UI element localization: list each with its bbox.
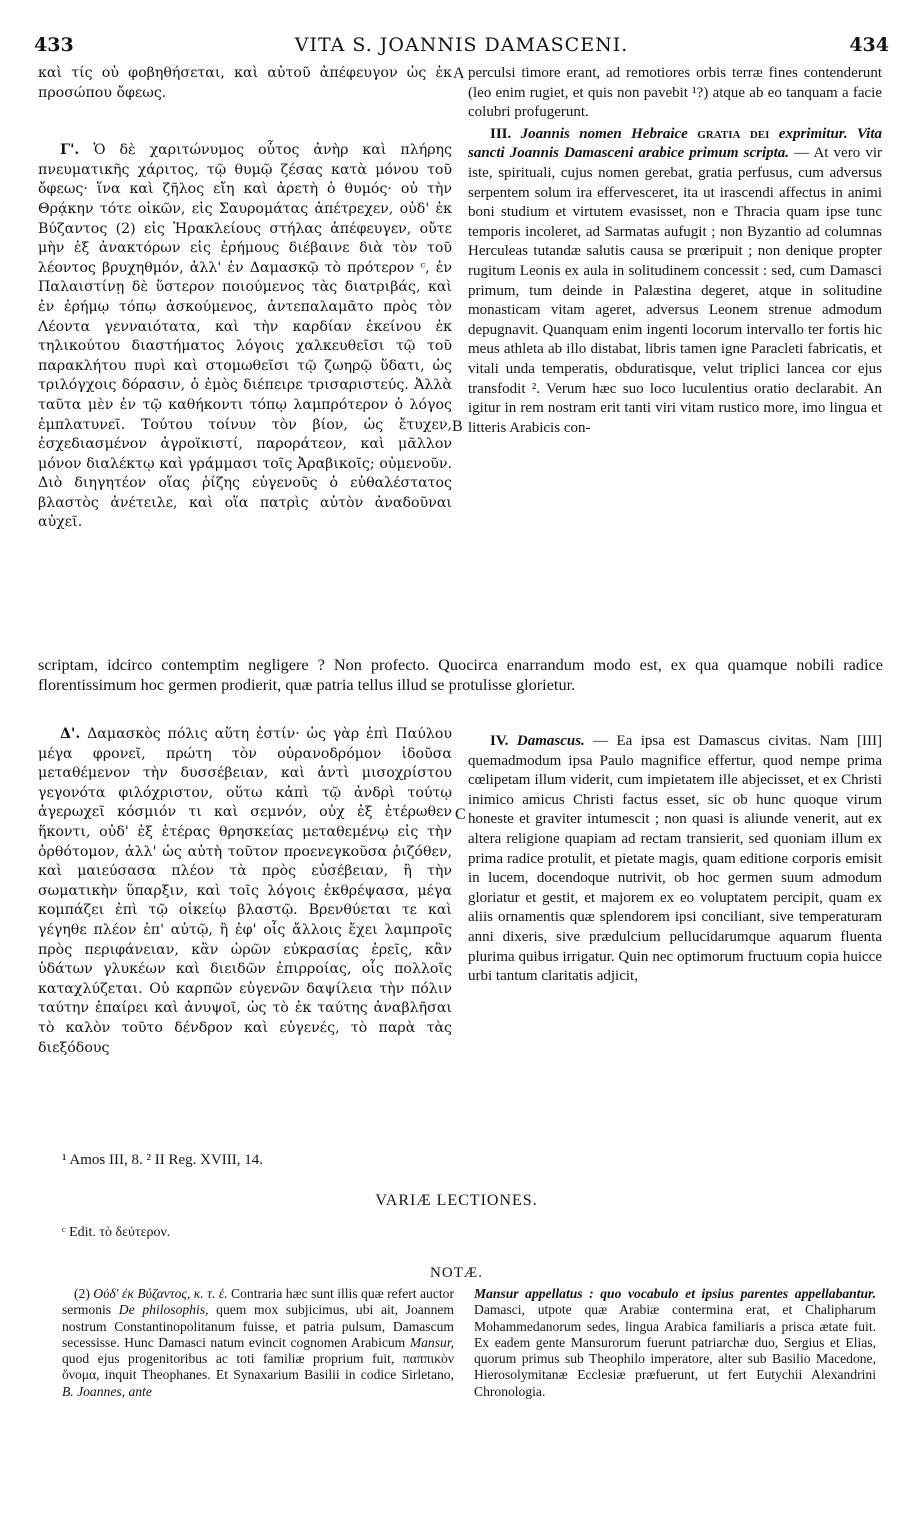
variae-lectiones-heading: VARIÆ LECTIONES. xyxy=(375,1192,538,1209)
section-title-smallcaps: gratia dei xyxy=(697,125,770,142)
greek-column-lower xyxy=(38,725,452,1058)
section-number: Γ'. xyxy=(60,142,80,159)
note-text: Contraria hæc sunt illis quæ refert auctor sermonis xyxy=(62,1286,454,1318)
page-header xyxy=(34,34,889,58)
latin-section-IV xyxy=(468,732,882,987)
notae-heading: NOTÆ. xyxy=(430,1265,483,1281)
latin-III-text: — At vero vir iste, spirituali, cujus nomen gerebat, gratia perfusus, cum adversus serpentem solum ira effervesceret, ita ut irascendi affectus in animi boni studium et virtutem evasisset, non e Thracia quam ipse tunc temporis incoleret, ad Sarmatas aufugit ; non Byzantio ad columnas Herculeas tutandæ salutis causa se prœripuit ; non denique propter rugitum Leonis ex aula in solitudinem concessit : sed, cum Damasci primum, tum deinde in Palæstina degeret, atque in solitudine monasticam vitam ageret, adversus Leonem strenue admodum depugnavit. Quanquam enim ingenti locorum intervallo ter fortis hic meus athleta ab illo distabat, libris tamen igne Paracleti fabricatis, et vitali unda temperatis, obduratisque, velut triplici lancea cor ejus transfodit ². Verum hæc suo loco luculentius oratio declarabit. An igitur in rem nostram erit tanti viri vitam rustico more, imo lingua et litteris Arabicis con- xyxy=(468,145,882,436)
section-number: IV. xyxy=(490,733,509,749)
latin-column-upper xyxy=(468,64,882,438)
notes-column-left xyxy=(62,1286,454,1400)
running-title: VITA S. JOANNIS DAMASCENI. xyxy=(294,34,629,56)
section-title: Joannis nomen Hebraice xyxy=(520,125,688,142)
section-title: Damascus. xyxy=(516,733,585,749)
note-text: Damasci, utpote quæ Arabiæ conterminа erat, et Chaliphаrum Mohammedanorum sedes, lingua Arabica familiaris a prisca ætate fuit. Ex eadem gente Mansurorum fuerunt patriarchæ duo, Sergius et Elias, quorum primus sub Theophilo imperatore, alter sub Basilio Macedone, Hierosolymitanæ Ecclesiæ præfuerunt, ut fert Eutychii Alexandrini Chronologia. xyxy=(474,1302,876,1399)
latin-IV-text: — Ea ipsa est Damascus civitas. Nam [III] quemadmodum ipsa Paulo magnifice effertur, quod nempe prima cœlipetam illum viderit, cum impietatem ille abjecisset, et ex Christi inimico amicus Christi factus esset, sic ob hunc quoque virum honeste et graviter intumescit ; non quasi is aliunde venerit, aut ex altera religione quapiam ad rectam transierit, sed quoniam illum ex prima radice protulit, et pietate magis, quam editione corporis emisit in lucem, docendoque nutrivit, ob hoc germen suum admodum gloriatur et gestit, et majorem ex eo voluptatem percipit, quam ex aliis ornamentis quæ splendorem ipsi conciliant, sive temperaturam anni dixeris, sive prædulcium pellucidarumque aquarum fluenta plurima quibus irrigatur. Quin nec optimorum fructuum copia huicce urbi tantum claritatis adjicit, xyxy=(468,733,882,985)
section-number: Δ'. xyxy=(60,726,81,742)
greek-section-gamma xyxy=(38,141,452,533)
note-word: Mansur, xyxy=(409,1334,454,1350)
note-lemma: Mansur appellatus : quo vocabulo et ipsius parentes appellabantur. xyxy=(474,1286,876,1301)
note-mansur xyxy=(474,1286,876,1400)
note-text-2: quem mox subjicimus, ubi ait, Joannem nostrum Constantinopolitanum fuisse, et patria pulsum, Damascum secessisse. Hunc Damasci natum evincit cognomen Arabicum xyxy=(62,1302,454,1350)
section-number: III. xyxy=(490,125,512,142)
note-end: B. Joannes, ante xyxy=(62,1383,152,1399)
latin-section-III xyxy=(468,125,882,439)
greek-gamma-text: Ὁ δὲ χαριτώνυμος οὗτος ἀνὴρ καὶ πλήρης πνευματικῆς χάριτος, τῷ θυμῷ ζέσας κατὰ μόνου τοῦ ὄφεως· ἵνα καὶ ζῆλος εἴη καὶ ἀρετὴ ὁ θυμός· οὐ τὴν Θρᾴκην τότε οἰκῶν, εἰς Σαυρομάτας ἀπέτρεχεν, οὐδ' ἐκ Βύζαντος (2) εἰς Ἡρακλείους στήλας ἀπέφευγεν, οὔτε μὴν ἐξ ἀνακτόρων εἰς ἐρήμους διέβαινε διὰ τὸν τοῦ λέοντος βρυχηθμόν, ἀλλ' ἐν Δαμασκῷ τὸ πρότερον ᶜ, ἐν Παλαιστίνῃ δὲ ὕστερον ποιούμενος τὰς διατριβάς, καὶ ἐν ἐρήμῳ τόπῳ ἀσκούμενος, ἀντεπαλαμᾶτο πρὸς τὸν Λέοντα γενναιότατα, καὶ τὴν καρδίαν ἐκείνου ἐκ τηλικούτου διαστήματος λόγοις χαλκευθεῖσι τῷ τοῦ παρακλήτου πυρὶ καὶ στομωθεῖσι τῷ ζωηρῷ ὕδατι, ὡς τριλόγχοις δόρασιν, ὁ ἐμὸς διέπειρε τρισαριστεύς. Ἀλλὰ ταῦτα μὲν ἐν τῷ καθήκοντι τόπῳ λαμπρότερον ὁ λόγος ἐμπλατυνεῖ. Τούτου τοίνυν τὸν βίον, ὡς ἔτυχεν, ἐσχεδιασμένον ἀγροϊκιστί, παροράτεον, καὶ μᾶλλον μόνον διαλέκτῳ καὶ γράμμασι τοῖς Ἀραβικοῖς; οὐμενοῦν. Διὸ διηγητέον οἵας ῥίζης εὐγενοῦς ὁ εὐθαλέστατος βλαστὸς ἀνέτειλε, καὶ οἵα πατρὶς αὐτὸν ἀναδοῦναι αὐχεῖ. xyxy=(38,142,452,531)
greek-top-paragraph: καὶ τίς οὐ φοβηθήσεται, καὶ αὐτοῦ ἀπέφευγον ὡς ἐκ προσώπου ὄφεως. xyxy=(38,65,452,101)
margin-letter-a: A xyxy=(453,65,465,82)
latin-column-lower xyxy=(468,732,882,987)
margin-letter-c: C xyxy=(455,806,466,823)
variant-reading: ᶜ Edit. τὸ δεύτερον. xyxy=(62,1225,171,1240)
greek-column-upper xyxy=(38,64,452,533)
note-marker: (2) xyxy=(74,1286,90,1301)
page-number-left: 433 xyxy=(34,34,74,56)
note-text-3: quod ejus progenitoribus ac toti familiæ proprium fuit, παππικὸν ὄνομα, inquit Theophanes. Et Synaxarium Basilii in codice Sirletano, xyxy=(62,1351,454,1383)
margin-letter-b: B xyxy=(452,418,463,435)
scripture-footnotes: ¹ Amos III, 8. ² II Reg. XVIII, 14. xyxy=(62,1152,264,1168)
greek-section-delta xyxy=(38,725,452,1058)
notes-column-right xyxy=(474,1286,876,1400)
note-lemma: Οὐδ' ἐκ Βύζαντος, κ. τ. ἑ. xyxy=(93,1286,228,1301)
greek-delta-text: Δαμασκὸς πόλις αὕτη ἐστίν· ὡς γὰρ ἐπὶ Παύλου μέγα φρονεῖ, πρώτη τὸν οὐρανοδρόμον ἰδοῦσα μεταθέμενον τὴν δυσσέβειαν, καὶ ἀντὶ μισοχρίστου γεγονότα φιλόχριστον, οὕτω κἀπὶ τῷ ἀνδρὶ τούτῳ ἀγερωχεῖ κόσμιόν τι καὶ σεμνόν, οὐχ ἐξ ἑτέρωθεν ἥκοντι, οὐδ' ἐξ ἑτέρας θρησκείας μεταθεμένῳ εἰς τὴν ὀρθότομον, ἀλλ' ὡς αὐτὴ τοῦτον προενεγκοῦσα ῥιζόθεν, καὶ μαιεύσασα πλέον τὰ πρὸς εὐσέβειαν, ἢ τὴν σωματικὴν ὕπαρξιν, καὶ τοῖς λόγοις ἐκθρέψασα, μέγα κομπάζει ἐπὶ τῷ οἰκείῳ βλαστῷ. Βρενθύεται τε καὶ γέγηθε πλέον ἐπ' αὐτῷ, ἢ ἐφ' οἷς ἄλλοις ἔχει λαμπροῖς πρὸς περιφάνειαν, κἂν ὡρῶν εὐκρασίας ἐρεῖς, κἂν ὑδάτων γλυκέων καὶ διειδῶν ἐπιρροίας, οἷς πολλοῖς καταχλύζεται. Οὐ καρπῶν εὐγενῶν δαψίλεια τὴν πόλιν ταύτην ἐπαίρει καὶ ἀνυψοῖ, ὡς τὸ ἐκ ταύτης ἀναβλῆσαι τὸ καλὸν τοῦτο δένδρον καὶ εὐγενές, τὸ παρὰ τὰς διεξόδους xyxy=(38,726,452,1056)
full-width-text: scriptam, idcirco contemptim negligere ? Non profecto. Quocirca enarrandum modo est, ex qua quamque nobili radice florentissimum hoc germen prodierit, quæ patria tellus illud se protulisse glorietur. xyxy=(38,655,883,694)
note-2 xyxy=(62,1286,454,1400)
page-number-right: 434 xyxy=(849,34,889,56)
note-work-title: De philosophis, xyxy=(118,1302,209,1318)
section-title-cont: exprimitur. Vita sancti Joannis Damasceni arabice primum scripta. xyxy=(468,125,882,162)
latin-top-paragraph: perculsi timore erant, ad remotiores orbis terræ fines contenderunt (leo enim rugiet, et quis non pavebit ¹?) atque ab eo tanquam a facie colubri profugerunt. xyxy=(468,65,882,121)
